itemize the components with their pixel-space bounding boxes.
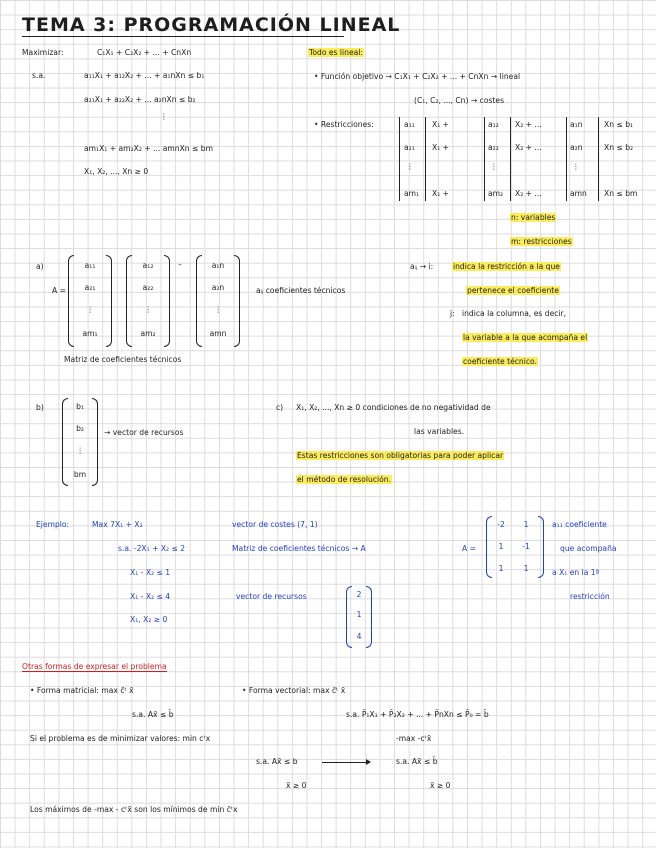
bar-3 bbox=[484, 117, 485, 201]
ejemplo-note3: a X₁ en la 1ª bbox=[552, 568, 600, 577]
xn1: Xn ≤ b₁ bbox=[604, 120, 634, 129]
c-text3: Estas restricciones son obligatorias para poder aplicar bbox=[297, 451, 504, 460]
ejemplo-vector-recursos: 2 1 4 bbox=[346, 586, 372, 648]
r3c: amn bbox=[570, 189, 587, 198]
final-note: Los máximos de -max - cᵗx̄ son los mínimos de min c̄ᵗx bbox=[30, 805, 238, 814]
ejemplo-note1: a₁₁ coeficiente bbox=[552, 520, 607, 529]
ejemplo-max: Max 7X₁ + X₂ bbox=[92, 520, 143, 529]
j-text3: coeficiente técnico. bbox=[463, 357, 537, 366]
sa-max: s.a. Ax̄ ≤ b̄ bbox=[396, 757, 438, 766]
todo-lineal: Todo es lineal: bbox=[309, 48, 363, 57]
r3a: am₁ bbox=[404, 189, 420, 198]
funcion-objetivo: • Función objetivo → C₁X₁ + C₂X₂ + ... + CnXn → lineal bbox=[314, 72, 521, 81]
bar-1 bbox=[399, 117, 400, 201]
si-minimizar: Si el problema es de minimizar valores: min cᵗx bbox=[30, 734, 211, 743]
title-underline bbox=[22, 36, 344, 37]
c-text4: el método de resolución. bbox=[297, 475, 391, 484]
j-label: j: bbox=[450, 309, 455, 318]
matrix-col-1: a₁₁ a₂₁ ⋮ am₁ bbox=[68, 255, 112, 347]
A-equals: A = bbox=[52, 286, 66, 295]
x1-b: X₁ + bbox=[432, 143, 450, 152]
xnm: Xn ≤ bm bbox=[604, 189, 638, 198]
ejemplo-A: A = bbox=[462, 544, 476, 553]
j-text: indica la columna, es decir, bbox=[462, 309, 567, 318]
label-a: a) bbox=[36, 262, 44, 271]
constraint-m: am₁X₁ + am₂X₂ + ... amnXn ≤ bm bbox=[84, 144, 214, 153]
r2c: a₂n bbox=[570, 143, 583, 152]
maximizar-label: Maximizar: bbox=[22, 48, 64, 57]
n-variables: n: variables bbox=[511, 213, 556, 222]
constraint-2: a₂₁X₁ + a₂₂X₂ + ... a₂nXn ≤ b₂ bbox=[84, 95, 196, 104]
forma-vectorial: • Forma vectorial: max c̄ᵗ x̄ bbox=[242, 686, 346, 695]
x1-a: X₁ + bbox=[432, 120, 450, 129]
matricial-sa: s.a. Ax̄ ≤ b̄ bbox=[132, 710, 174, 719]
aij-arrow: aᵢⱼ → i: bbox=[410, 262, 434, 271]
c-text2: las variables. bbox=[414, 427, 465, 436]
sa-min: s.a. Ax̄ ≤ b bbox=[256, 757, 298, 766]
neg-max: -max -cᵗx̄ bbox=[396, 734, 432, 743]
bar-6 bbox=[598, 117, 599, 201]
vector-recursos: → vector de recursos bbox=[104, 428, 184, 437]
ejemplo-note2: que acompaña bbox=[560, 544, 617, 553]
r2a: a₂₁ bbox=[404, 143, 415, 152]
matrix-label: Matriz de coeficientes técnicos bbox=[64, 355, 182, 364]
matrix-col-2: a₁₂ a₂₂ ⋮ am₂ bbox=[126, 255, 170, 347]
x2-c: X₂ + ... bbox=[515, 189, 542, 198]
m-restricciones: m: restricciones bbox=[511, 237, 572, 246]
dots-b: ⋮ bbox=[490, 162, 498, 171]
matrix-col-n: a₁n a₂n ⋮ amn bbox=[196, 255, 240, 347]
forma-matricial: • Forma matricial: max c̄ᵗ x̄ bbox=[30, 686, 134, 695]
ejemplo-costes: vector de costes (7, 1) bbox=[232, 520, 318, 529]
c-text: X₁, X₂, ..., Xn ≥ 0 condiciones de no negatividad de bbox=[296, 403, 491, 412]
vectorial-sa: s.a. P̄₁X₁ + P̄₂X₂ + ... + P̄nXn ≤ P̄₀ = b̄ bbox=[346, 710, 489, 719]
ejemplo-r2: X₁ - X₂ ≤ 1 bbox=[130, 568, 171, 577]
objective-function: C₁X₁ + C₂X₂ + ... + CnXn bbox=[97, 48, 192, 57]
r2b: a₂₂ bbox=[488, 143, 499, 152]
xn2: Xn ≤ b₂ bbox=[604, 143, 634, 152]
bar-5 bbox=[566, 117, 567, 201]
sa-label: s.a. bbox=[32, 71, 46, 80]
label-c: c) bbox=[276, 403, 284, 412]
ejemplo-matrix-A: -2 1 1 -1 1 1 bbox=[486, 516, 544, 578]
j-text2: la variable a la que acompaña el bbox=[463, 333, 588, 342]
x2-a: X₂ + ... bbox=[515, 120, 542, 129]
dash: – bbox=[178, 260, 182, 269]
transform-arrow bbox=[322, 762, 370, 763]
constraint-1: a₁₁X₁ + a₁₂X₂ + ... + a₁nXn ≤ b₁ bbox=[84, 71, 205, 80]
x-nonneg-2: x̄ ≥ 0 bbox=[430, 781, 451, 790]
ejemplo-matriz: Matriz de coeficientes técnicos → A bbox=[232, 544, 366, 553]
ejemplo-r4: X₁, X₂ ≥ 0 bbox=[130, 615, 168, 624]
r1b: a₁₂ bbox=[488, 120, 499, 129]
ejemplo-note4: restricción bbox=[570, 592, 610, 601]
ejemplo-label: Ejemplo: bbox=[36, 520, 70, 529]
i-text: indica la restricción a la que bbox=[453, 262, 560, 271]
x2-b: X₂ + ... bbox=[515, 143, 542, 152]
bar-4 bbox=[510, 117, 511, 201]
costes-vector: (C₁, C₂, ..., Cn) → costes bbox=[414, 96, 505, 105]
label-b: b) bbox=[36, 403, 44, 412]
dots-c: ⋮ bbox=[572, 162, 580, 171]
r3b: am₂ bbox=[488, 189, 504, 198]
page-title: TEMA 3: PROGRAMACIÓN LINEAL bbox=[22, 14, 401, 36]
r1a: a₁₁ bbox=[404, 120, 415, 129]
ejemplo-r3: X₁ - X₂ ≤ 4 bbox=[130, 592, 171, 601]
x1-c: X₁ + bbox=[432, 189, 450, 198]
restricciones-label: • Restricciones: bbox=[314, 120, 374, 129]
ejemplo-sa: s.a. -2X₁ + X₂ ≤ 2 bbox=[118, 544, 186, 553]
vertical-dots: ⋮ bbox=[160, 112, 168, 121]
vector-b: b₁ b₂ ⋮ bm bbox=[62, 398, 98, 486]
ejemplo-recursos: vector de recursos bbox=[236, 592, 307, 601]
i-text2: pertenece el coeficiente bbox=[467, 286, 559, 295]
bar-2 bbox=[425, 117, 426, 201]
nonneg-constraint: X₁, X₂, ..., Xn ≥ 0 bbox=[84, 167, 149, 176]
dots-a: ⋮ bbox=[406, 162, 414, 171]
otras-heading: Otras formas de expresar el problema bbox=[22, 662, 167, 671]
x-nonneg-1: x̄ ≥ 0 bbox=[286, 781, 307, 790]
r1c: a₁n bbox=[570, 120, 583, 129]
aij-coeficientes: aᵢⱼ coeficientes técnicos bbox=[256, 286, 346, 295]
